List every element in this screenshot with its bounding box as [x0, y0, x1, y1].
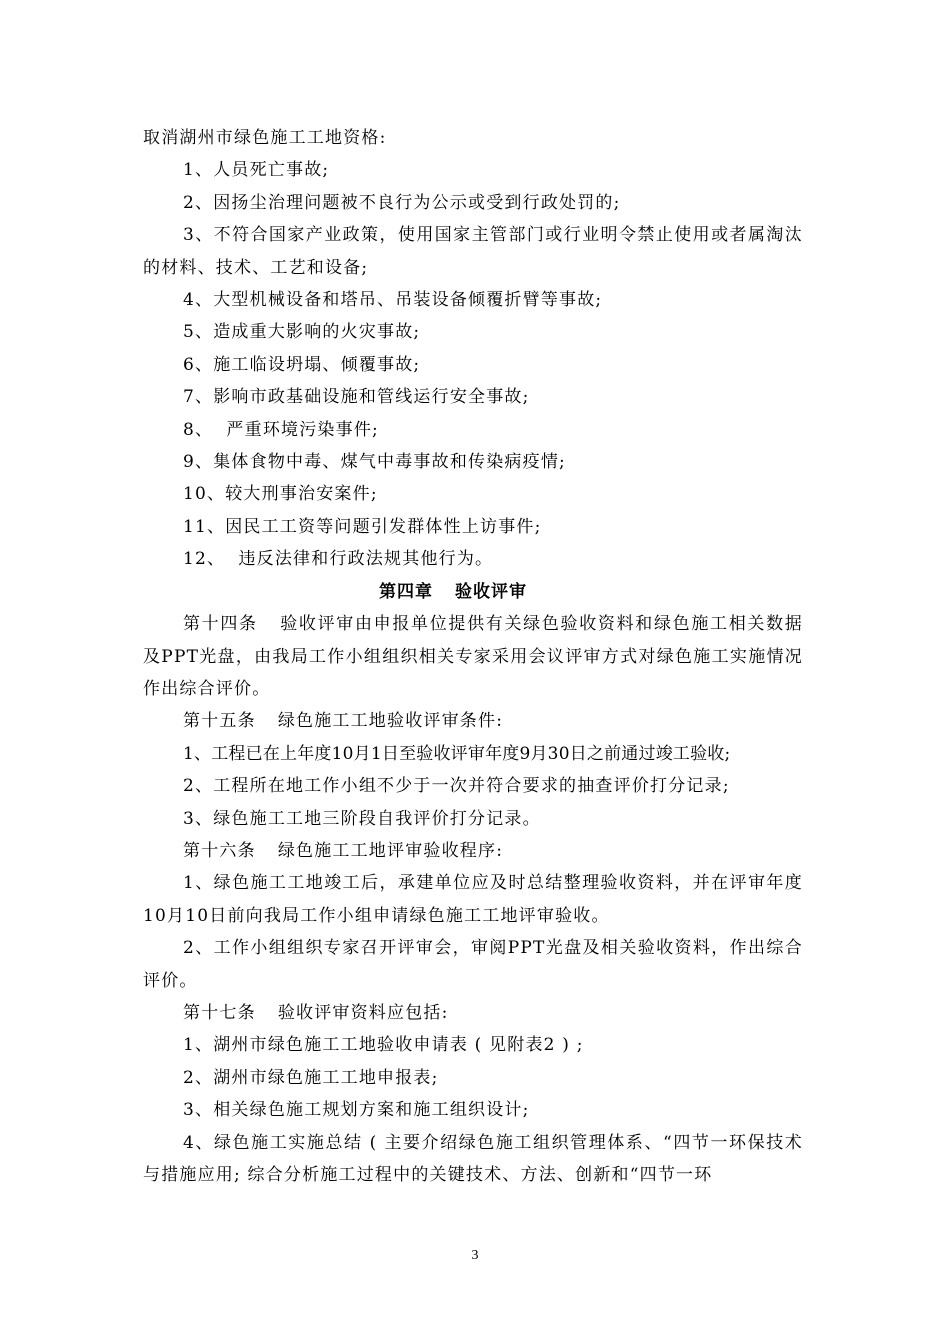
list-item: 9、集体食物中毒、煤气中毒事故和传染病疫情; — [183, 452, 566, 473]
page-body — [143, 122, 803, 1191]
article-text: 验收评审资料应包括: — [277, 1002, 449, 1023]
chapter-number: 第四章 — [379, 581, 433, 602]
chapter-title: 验收评审 — [455, 581, 527, 602]
page-number: 3 — [471, 1248, 479, 1263]
list-item: 3、绿色施工工地三阶段自我评价打分记录。 — [183, 808, 541, 829]
list-item: 6、施工临设坍塌、倾覆事故; — [183, 354, 421, 375]
list-item: 5、造成重大影响的火灾事故; — [183, 322, 421, 343]
article-heading: 第十六条 — [183, 840, 256, 861]
list-item: 1、工程已在上年度10月1日至验收评审年度9月30日之前通过竣工验收; — [183, 743, 731, 764]
list-item: 1、人员死亡事故; — [183, 160, 330, 181]
list-item: 1、绿色施工工地竣工后，承建单位应及时总结整理验收资料，并在评审年度10月10日前向我局工作小组申请绿色施工工地评审验收。 — [143, 873, 803, 926]
article-15 — [143, 705, 803, 737]
article-16 — [143, 835, 803, 867]
list-item: 3、相关绿色施工规划方案和施工组织设计; — [183, 1100, 530, 1121]
list-item: 4、大型机械设备和塔吊、吊装设备倾覆折臂等事故; — [183, 290, 603, 311]
article-text: 验收评审由申报单位提供有关绿色验收资料和绿色施工相关数据及PPT光盘，由我局工作小组组织相关专家采用会议评审方式对绿色施工实施情况作出综合评价。 — [143, 614, 803, 699]
list-item: 11、因民工工资等问题引发群体性上访事件; — [183, 516, 542, 537]
article-heading: 第十四条 — [183, 614, 258, 635]
intro-line: 取消湖州市绿色施工工地资格: — [143, 128, 387, 148]
article-heading: 第十五条 — [183, 711, 256, 732]
list-item: 3、不符合国家产业政策，使用国家主管部门或行业明令禁止使用或者属淘汰的材料、技术、工艺和设备; — [143, 225, 803, 278]
list-item: 2、工程所在地工作小组不少于一次并符合要求的抽查评价打分记录; — [183, 776, 730, 797]
article-text: 绿色施工工地验收评审条件: — [277, 711, 504, 732]
list-item: 7、影响市政基础设施和管线运行安全事故; — [183, 387, 530, 408]
list-item: 1、湖州市绿色施工工地验收申请表 ( 见附表2 ) ; — [183, 1035, 584, 1056]
article-17 — [143, 997, 803, 1029]
article-heading: 第十七条 — [183, 1002, 256, 1023]
article-14 — [143, 608, 803, 705]
list-item: 12、 违反法律和行政法规其他行为。 — [183, 549, 494, 570]
article-text: 绿色施工工地评审验收程序: — [277, 840, 504, 861]
list-item: 4、绿色施工实施总结 ( 主要介绍绿色施工组织管理体系、“四节一环保技术与措施应用; 综合分析施工过程中的关键技术、方法、创新和“四节一环 — [143, 1132, 803, 1185]
list-item: 2、因扬尘治理问题被不良行为公示或受到行政处罚的; — [183, 192, 621, 213]
list-item: 2、工作小组组织专家召开评审会，审阅PPT光盘及相关验收资料，作出综合评价。 — [143, 938, 803, 991]
chapter-heading — [143, 576, 803, 608]
list-item: 10、较大刑事治安案件; — [183, 484, 378, 505]
list-item: 8、 严重环境污染事件; — [183, 419, 379, 440]
list-item: 2、湖州市绿色施工工地申报表; — [183, 1067, 439, 1088]
